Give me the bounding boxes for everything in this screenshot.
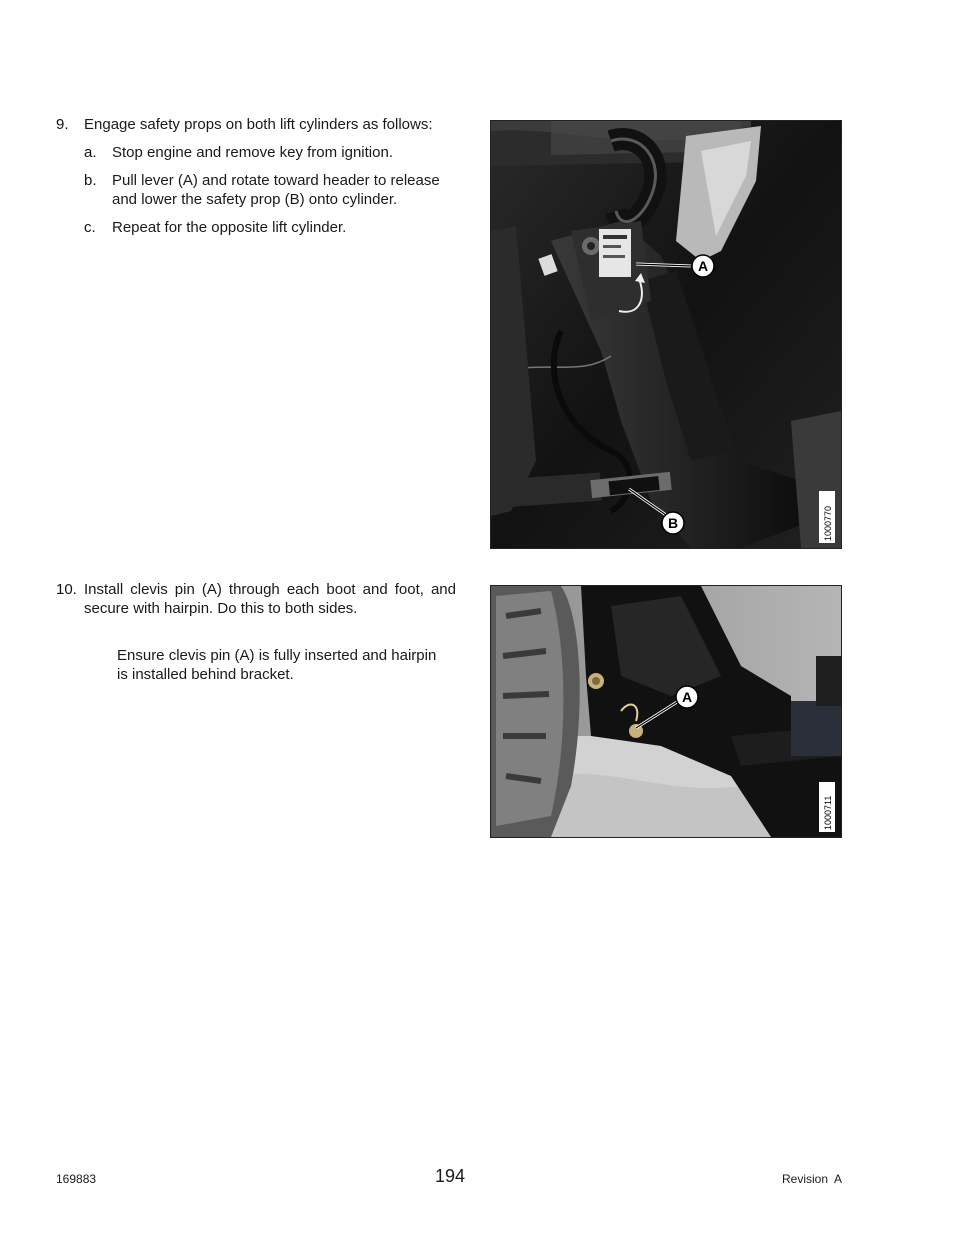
substep-b-line2: and lower the safety prop (B) onto cylinder. xyxy=(112,191,398,208)
substep-a-text: Stop engine and remove key from ignition. xyxy=(112,144,393,161)
clevis-pin-illustration xyxy=(491,586,841,837)
substep-c-text: Repeat for the opposite lift cylinder. xyxy=(112,219,347,236)
step-10-note-line2: is installed behind bracket. xyxy=(117,666,294,683)
substep-b-letter: b. xyxy=(84,172,97,189)
figure2-id: 1000711 xyxy=(823,795,833,830)
safety-prop-illustration xyxy=(491,121,841,548)
figure-clevis-pin-photo xyxy=(490,585,842,838)
step-9-text: Engage safety props on both lift cylinders as follows: xyxy=(84,116,433,133)
figure2-callout-a: A xyxy=(681,689,693,705)
page-number: 194 xyxy=(435,1166,466,1186)
footer-doc-number: 169883 xyxy=(56,1172,97,1186)
figure-safety-prop-photo xyxy=(490,120,842,549)
figure1-callout-a: A xyxy=(697,258,709,274)
step-10-line2: secure with hairpin. Do this to both sides. xyxy=(84,600,358,617)
step-10-number: 10. xyxy=(56,581,77,598)
figure1-id: 1000770 xyxy=(823,505,833,541)
step-9-number: 9. xyxy=(56,116,69,133)
substep-a-letter: a. xyxy=(84,144,97,161)
footer-revision: Revision A xyxy=(782,1172,843,1186)
figure1-callout-b: B xyxy=(667,515,679,531)
step-10-note-line1: Ensure clevis pin (A) is fully inserted and hairpin xyxy=(117,647,437,664)
substep-c-letter: c. xyxy=(84,219,96,236)
substep-b-line1: Pull lever (A) and rotate toward header to release xyxy=(112,172,440,189)
step-10-line1: Install clevis pin (A) through each boot and foot, and xyxy=(84,581,456,598)
